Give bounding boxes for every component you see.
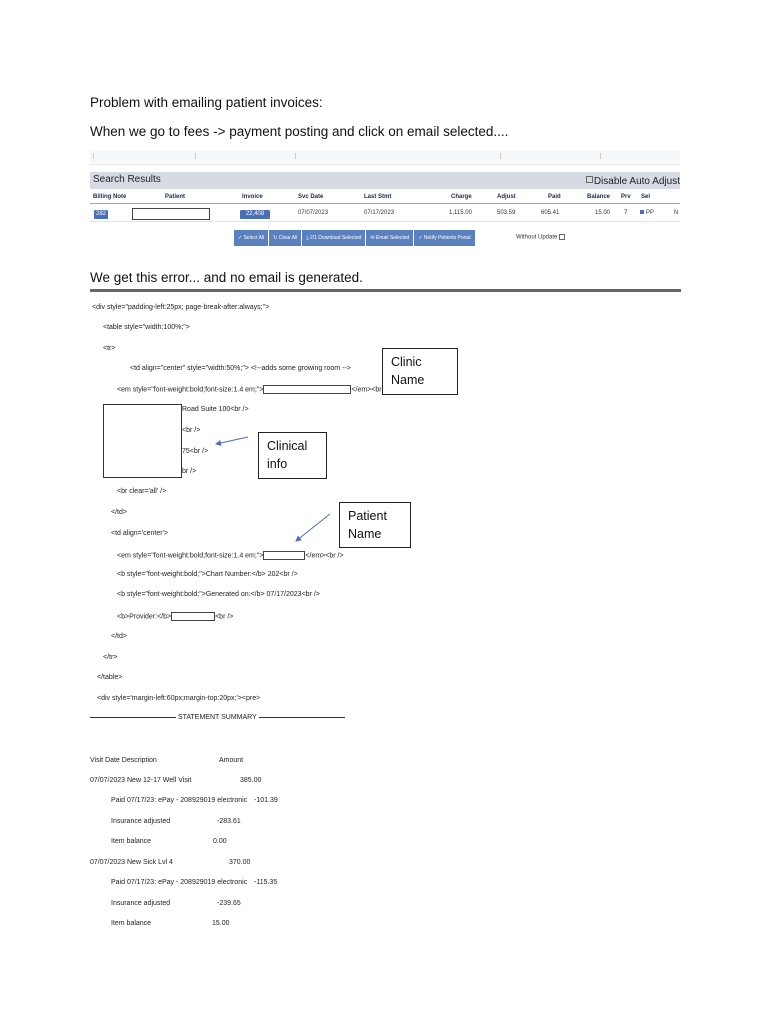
svc-date-cell: 07/07/2023 xyxy=(298,210,329,216)
visit-date: 07/07/2023 xyxy=(90,859,126,866)
header-description: Description xyxy=(121,757,157,764)
col-sel[interactable]: Sel xyxy=(641,194,651,200)
col-adjust[interactable]: Adjust xyxy=(497,194,516,200)
visit-description: New Sick Lvl 4 xyxy=(127,859,173,866)
code-line: <table style="width:100%;"> xyxy=(103,324,190,331)
adjust-cell: 503.59 xyxy=(497,210,516,216)
col-paid[interactable]: Paid xyxy=(548,194,561,200)
patient-arrow-icon xyxy=(296,514,330,541)
callout-text: Name xyxy=(391,373,425,387)
prv-cell: 7 xyxy=(624,210,628,216)
visit-date: 07/07/2023 xyxy=(90,777,126,784)
insurance-line: Insurance adjusted xyxy=(111,818,171,825)
notify-patients-button[interactable]: ✓ Notify Patients Portal xyxy=(414,230,474,246)
col-invoice[interactable]: Invoice xyxy=(242,194,263,200)
disable-auto-adjust-label: Disable Auto Adjust xyxy=(593,176,680,187)
payment-line: Paid 07/17/23: ePay - 208929019 electronic xyxy=(111,797,248,804)
code-line: </tr> xyxy=(103,654,118,661)
visit-row xyxy=(90,859,173,866)
col-charge[interactable]: Charge xyxy=(451,194,472,200)
clinical-arrow-icon xyxy=(216,437,248,444)
col-prv[interactable]: Prv xyxy=(621,194,631,200)
code-line: 75<br /> xyxy=(182,448,209,455)
search-results-title: Search Results xyxy=(93,174,161,185)
callout-text: Clinical xyxy=(267,439,308,453)
header-visit-date: Visit Date xyxy=(90,757,120,764)
code-line: <div style="padding-left:25px; page-break-after:always;"> xyxy=(92,304,270,311)
callout-text: Name xyxy=(348,527,382,541)
item-balance-amount: 0.00 xyxy=(213,838,227,845)
code-fragment: </em><br /> xyxy=(305,552,344,560)
insurance-amount: -239.65 xyxy=(217,900,241,907)
code-fragment: <em style="font-weight:bold;font-size:1.4 em;"> xyxy=(117,552,264,560)
code-line: </td> xyxy=(111,509,127,516)
download-selected-button[interactable]: ⤓ 2/1 Download Selected xyxy=(302,230,365,246)
charge-cell: 1,115.00 xyxy=(449,210,472,216)
paid-cell: 605.41 xyxy=(541,210,560,216)
statement-summary-title: STATEMENT SUMMARY xyxy=(177,714,257,721)
code-line: Road Suite 100<br /> xyxy=(182,406,249,413)
code-fragment: <br /> xyxy=(215,613,234,621)
select-all-button[interactable]: ✓ Select All xyxy=(234,230,268,246)
payment-amount: -115.35 xyxy=(254,879,278,886)
insurance-amount: -283.61 xyxy=(217,818,241,825)
clear-all-button[interactable]: ↻ Clear All xyxy=(269,230,301,246)
heading-steps: When we go to fees -> payment posting and click on email selected.... xyxy=(90,124,509,139)
code-line: <b style="font-weight:bold;">Generated on:</b> 07/17/2023<br /> xyxy=(117,591,320,598)
code-line: <tr> xyxy=(103,345,116,352)
callout-text: Patient xyxy=(348,509,387,523)
payment-line: Paid 07/17/23: ePay - 208929019 electronic xyxy=(111,879,248,886)
visit-amount: 385.00 xyxy=(240,777,262,784)
col-last-stmt[interactable]: Last Stmt xyxy=(364,194,392,200)
item-balance-line: Item balance xyxy=(111,920,152,927)
col-patient[interactable]: Patient xyxy=(165,194,186,200)
last-stmt-cell: 07/17/2023 xyxy=(364,210,395,216)
visit-row xyxy=(90,777,191,784)
billing-note-badge[interactable]: 282 xyxy=(95,211,106,217)
header-amount: Amount xyxy=(219,757,244,764)
col-billing-note[interactable]: Billing Note xyxy=(93,194,127,200)
visit-amount: 370.00 xyxy=(229,859,251,866)
without-update-label: Without Update xyxy=(516,234,558,241)
col-svc-date[interactable]: Svc Date xyxy=(298,194,324,200)
code-line: <b style="font-weight:bold;">Chart Number:</b> 202<br /> xyxy=(117,571,298,578)
code-line: <td align='center'> xyxy=(111,530,168,537)
code-line: </table> xyxy=(97,674,123,681)
statement-header xyxy=(90,757,157,764)
item-balance-line: Item balance xyxy=(111,838,152,845)
col-balance[interactable]: Balance xyxy=(587,194,611,200)
visit-description: New 12-17 Well Visit xyxy=(127,777,192,784)
callout-text: Clinic xyxy=(391,355,422,369)
heading-problem: Problem with emailing patient invoices: xyxy=(90,95,323,110)
payment-amount: -101.39 xyxy=(254,797,278,804)
balance-cell: 15.00 xyxy=(595,210,611,216)
insurance-line: Insurance adjusted xyxy=(111,900,171,907)
sel-cell-label: PP xyxy=(646,210,655,216)
invoice-badge[interactable]: 22,408 xyxy=(240,210,270,219)
callout-text: info xyxy=(267,457,288,471)
code-fragment: <em style="font-weight:bold;font-size:1.4 em;"> xyxy=(117,386,264,394)
heading-error: We get this error... and no email is generated. xyxy=(90,270,363,285)
item-balance-amount: 15.00 xyxy=(212,920,230,927)
code-fragment: </em><br xyxy=(351,386,382,394)
email-selected-button[interactable]: ✉ Email Selected xyxy=(366,230,413,246)
code-line: <td align="center" style="width:50%;"> <!--adds some growing room --> xyxy=(130,365,351,372)
code-fragment: <b>Provider:</b> xyxy=(117,613,172,621)
extra-cell: N xyxy=(674,210,679,216)
code-line: <div style='margin-left:60px;margin-top:20px;'><pre> xyxy=(97,695,261,702)
code-line: br /> xyxy=(182,468,197,475)
code-line: <br /> xyxy=(182,427,201,434)
code-line: <br clear='all' /> xyxy=(117,488,167,495)
code-line: </td> xyxy=(111,633,127,640)
